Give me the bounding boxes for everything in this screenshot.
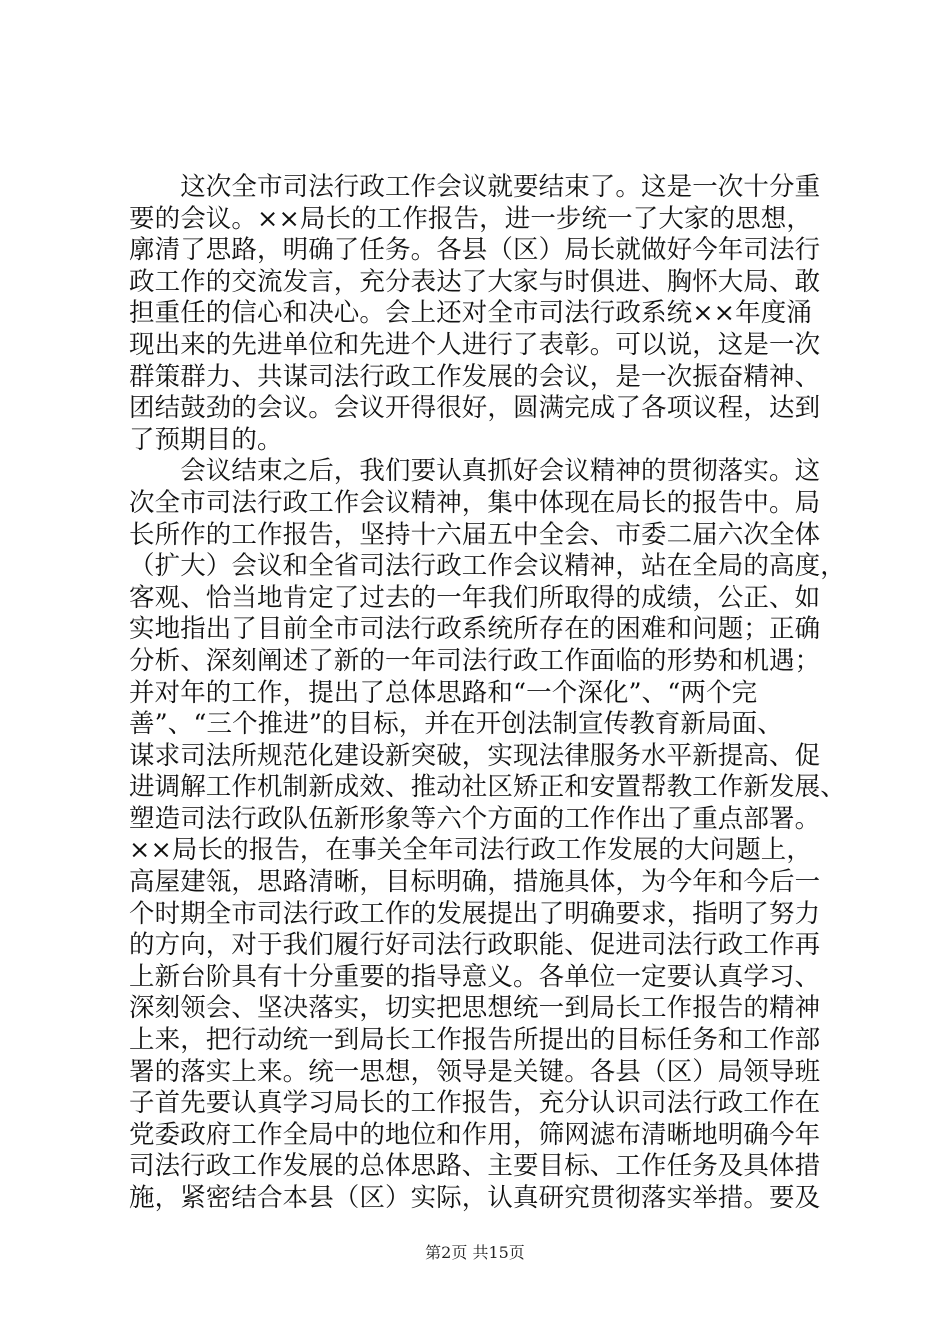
text-line: 现出来的先进单位和先进个人进行了表彰。可以说，这是一次 [129,329,821,360]
text-line: 上来，把行动统一到局长工作报告所提出的目标任务和工作部 [129,1025,821,1056]
text-line: （扩大）会议和全省司法行政工作会议精神，站在全局的高度， [129,551,846,582]
body-text [129,172,846,1215]
text-line: 分析、深刻阐述了新的一年司法行政工作面临的形势和机遇； [129,645,821,676]
text-line: 团结鼓劲的会议。会议开得很好，圆满完成了各项议程，达到 [129,393,821,424]
text-line: 了预期目的。 [129,424,283,455]
text-line: 长所作的工作报告，坚持十六届五中全会、市委二届六次全体 [129,519,821,550]
text-line: 高屋建瓴，思路清晰，目标明确，措施具体，为今年和今后一 [129,867,821,898]
text-line: 署的落实上来。统一思想，领导是关键。各县（区）局领导班 [129,1056,821,1087]
text-line: 实地指出了目前全市司法行政系统所存在的困难和问题；正确 [129,614,821,645]
text-line: 群策群力、共谋司法行政工作发展的会议，是一次振奋精神、 [129,361,821,392]
page-footer: 第2页 共15页 [425,1243,525,1262]
text-line: ××局长的报告，在事关全年司法行政工作发展的大问题上， [129,835,812,866]
text-line: 会议结束之后，我们要认真抓好会议精神的贯彻落实。这 [129,456,821,487]
text-line: 担重任的信心和决心。会上还对全市司法行政系统××年度涌 [129,298,812,329]
text-line: 司法行政工作发展的总体思路、主要目标、工作任务及具体措 [129,1151,821,1182]
text-line: 子首先要认真学习局长的工作报告，充分认识司法行政工作在 [129,1088,821,1119]
text-line: 廓清了思路，明确了任务。各县（区）局长就做好今年司法行 [129,235,821,266]
text-line: 政工作的交流发言，充分表达了大家与时俱进、胸怀大局、敢 [129,266,821,297]
text-line: 深刻领会、坚决落实，切实把思想统一到局长工作报告的精神 [129,993,821,1024]
text-line: 客观、恰当地肯定了过去的一年我们所取得的成绩，公正、如 [129,582,821,613]
text-line: 要的会议。××局长的工作报告，进一步统一了大家的思想， [129,203,812,234]
text-line: 次全市司法行政工作会议精神，集中体现在局长的报告中。局 [129,487,821,518]
text-line: 个时期全市司法行政工作的发展提出了明确要求，指明了努力 [129,898,821,929]
text-line: 善”、“三个推进”的目标，并在开创法制宣传教育新局面、 [129,709,783,740]
text-line: 这次全市司法行政工作会议就要结束了。这是一次十分重 [129,172,821,202]
text-line: 进调解工作机制新成效、推动社区矫正和安置帮教工作新发展、 [129,772,846,803]
text-line: 的方向，对于我们履行好司法行政职能、促进司法行政工作再 [129,930,821,961]
text-line: 上新台阶具有十分重要的指导意义。各单位一定要认真学习、 [129,961,821,992]
text-line: 塑造司法行政队伍新形象等六个方面的工作作出了重点部署。 [129,803,821,834]
text-line: 施，紧密结合本县（区）实际，认真研究贯彻落实举措。要及 [129,1183,821,1213]
text-line: 谋求司法所规范化建设新突破，实现法律服务水平新提高、促 [129,740,821,771]
text-line: 党委政府工作全局中的地位和作用，筛网滤布清晰地明确今年 [129,1119,821,1150]
text-line: 并对年的工作，提出了总体思路和“一个深化”、“两个完 [129,677,758,708]
